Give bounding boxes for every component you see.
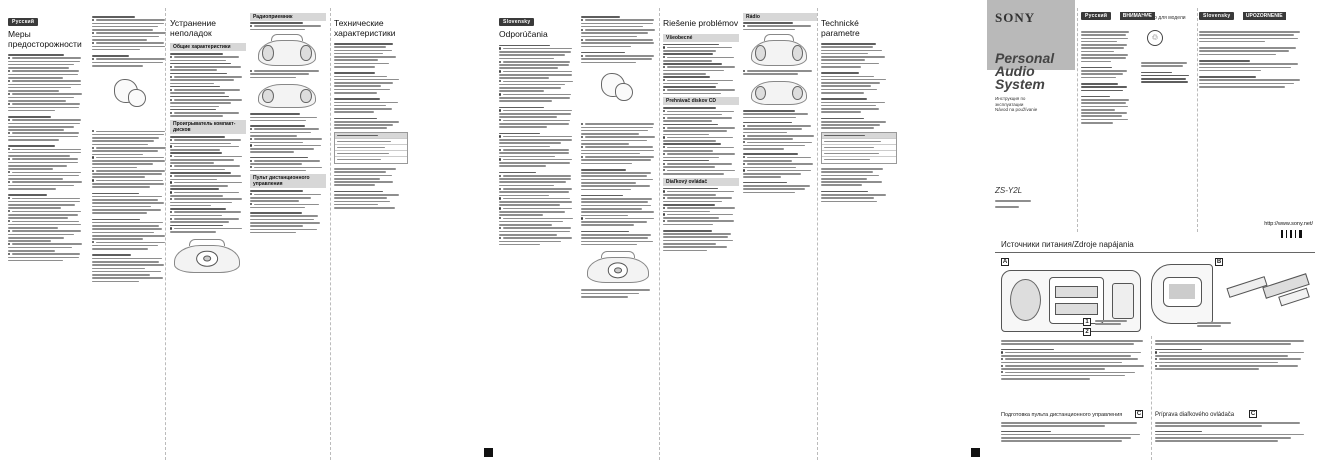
section-title: Technické parametre xyxy=(821,18,860,38)
body-text xyxy=(581,123,659,245)
product-title: Personal Audio System xyxy=(995,50,1055,92)
figure-step-2: 2 xyxy=(1083,328,1091,336)
sk-troubleshooting-column xyxy=(663,10,739,454)
spec-table xyxy=(334,132,408,164)
sk-specs-column xyxy=(821,10,897,454)
power-text-sk xyxy=(1155,340,1313,370)
antenna-illustration xyxy=(258,40,316,66)
battery-figure xyxy=(1223,262,1313,318)
cd-player-illustration xyxy=(587,257,649,283)
sony-logo: SONY xyxy=(995,10,1036,25)
title-underline xyxy=(995,252,1315,253)
ru-radio-column xyxy=(250,10,326,454)
warning-text xyxy=(1081,31,1133,124)
remote-text-ru xyxy=(1001,422,1149,442)
body-text xyxy=(743,110,817,193)
warning-text xyxy=(1199,31,1309,88)
subsection-bar: Проигрыватель компакт-дисков xyxy=(170,120,246,134)
body-text xyxy=(250,190,326,233)
registration-mark xyxy=(971,448,980,457)
manual-subtitle: Инструкция по эксплуатации Návod na používanie xyxy=(995,96,1038,112)
body-text xyxy=(250,113,326,171)
body-text xyxy=(663,107,739,174)
body-text xyxy=(743,22,817,30)
barcode xyxy=(1281,230,1311,238)
body-text xyxy=(170,136,246,233)
fold-line xyxy=(817,8,818,460)
figure-label-c: C xyxy=(1136,411,1142,417)
figure-step-1: 1 xyxy=(1083,318,1091,326)
figure-label-a: A xyxy=(1002,259,1008,265)
hand-illustration xyxy=(581,67,659,119)
subsection-bar: Prehrávač diskov CD xyxy=(663,97,739,105)
antenna-illustration-2 xyxy=(258,84,316,108)
ru-notes-column xyxy=(92,10,170,454)
slovak-sheet xyxy=(495,0,987,468)
pct-mark-icon: ♲ xyxy=(1147,30,1163,46)
model-only-label: Только для модели xyxy=(1141,15,1186,21)
section-title: Устранение неполадок xyxy=(170,18,217,38)
body-text xyxy=(581,16,659,63)
warning-title: ВНИМАНИЕ xyxy=(1120,12,1155,20)
section-title: Rádio xyxy=(743,13,817,21)
cover-footer-text xyxy=(995,200,1035,208)
fold-line xyxy=(330,8,331,460)
subsection-bar: Všeobecné xyxy=(663,34,739,42)
body-text xyxy=(250,22,326,30)
russian-sheet xyxy=(0,0,495,468)
body-text xyxy=(92,16,170,67)
figure-b-caption xyxy=(1197,322,1237,327)
warning-title: UPOZORNENIE xyxy=(1243,12,1286,20)
body-text xyxy=(334,168,408,209)
fold-line xyxy=(1197,8,1198,232)
website-url: http://www.sony.net/ xyxy=(1264,221,1313,227)
power-text-ru xyxy=(1001,340,1149,380)
body-text xyxy=(250,70,326,78)
body-text xyxy=(663,188,739,252)
section-title: Riešenie problémov xyxy=(663,18,739,28)
fold-line xyxy=(659,8,660,460)
body-text xyxy=(92,131,170,283)
section-title: Технические характеристики xyxy=(334,18,396,38)
language-tag: Русский xyxy=(8,18,38,26)
body-text xyxy=(499,45,577,246)
fold-line xyxy=(1151,336,1152,460)
body-text xyxy=(581,289,659,297)
remote-prep-title-sk: Príprava diaľkového ovládača xyxy=(1155,412,1235,418)
ru-specs-column xyxy=(334,10,408,454)
language-tag: Slovensky xyxy=(499,18,534,26)
antenna-illustration xyxy=(751,40,807,66)
body-text xyxy=(8,54,86,261)
figure-a-caption xyxy=(1095,320,1135,325)
remote-text-sk xyxy=(1155,422,1313,442)
registration-mark xyxy=(484,448,493,457)
fold-line xyxy=(165,8,166,460)
body-text xyxy=(743,70,817,75)
body-text xyxy=(170,53,246,117)
figure-label-b: B xyxy=(1216,259,1222,265)
ru-troubleshooting-column xyxy=(170,10,246,454)
cd-player-illustration xyxy=(174,245,240,273)
figure-label-c-sk: C xyxy=(1250,411,1256,417)
spec-list xyxy=(334,43,408,129)
body-text xyxy=(663,44,739,95)
spec-list xyxy=(821,43,897,129)
model-only-text xyxy=(1141,62,1193,83)
sk-radio-column xyxy=(743,10,817,454)
sk-precautions-column xyxy=(499,10,577,454)
language-tag: Русский xyxy=(1081,12,1111,20)
language-tag: Slovensky xyxy=(1199,12,1234,20)
cover-panel xyxy=(987,0,1075,240)
section-title: Odporúčania xyxy=(499,29,548,39)
cover-sheet xyxy=(987,0,1323,468)
spec-table xyxy=(821,132,897,164)
subsection-bar: Общие характеристики xyxy=(170,43,246,51)
antenna-illustration-2 xyxy=(751,81,807,105)
subsection-bar: Diaľkový ovládač xyxy=(663,178,739,186)
power-sources-title: Источники питания/Zdroje napájania xyxy=(1001,240,1134,249)
fold-line xyxy=(1077,8,1078,232)
body-text xyxy=(821,168,897,202)
model-number: ZS-Y2L xyxy=(995,186,1023,195)
ru-precautions-column xyxy=(8,10,86,454)
section-title: Меры предосторожности xyxy=(8,29,82,49)
warning-sk-column xyxy=(1199,4,1315,236)
hand-illustration xyxy=(92,71,170,127)
section-title: Радиоприемник xyxy=(250,13,326,21)
warning-ru-column xyxy=(1081,4,1197,236)
remote-prep-title-ru: Подготовка пульта дистанционного управления xyxy=(1001,412,1123,418)
power-figure-b xyxy=(1151,264,1213,324)
sk-notes-column xyxy=(581,10,659,454)
subsection-bar: Пульт дистанционного управления xyxy=(250,174,326,188)
